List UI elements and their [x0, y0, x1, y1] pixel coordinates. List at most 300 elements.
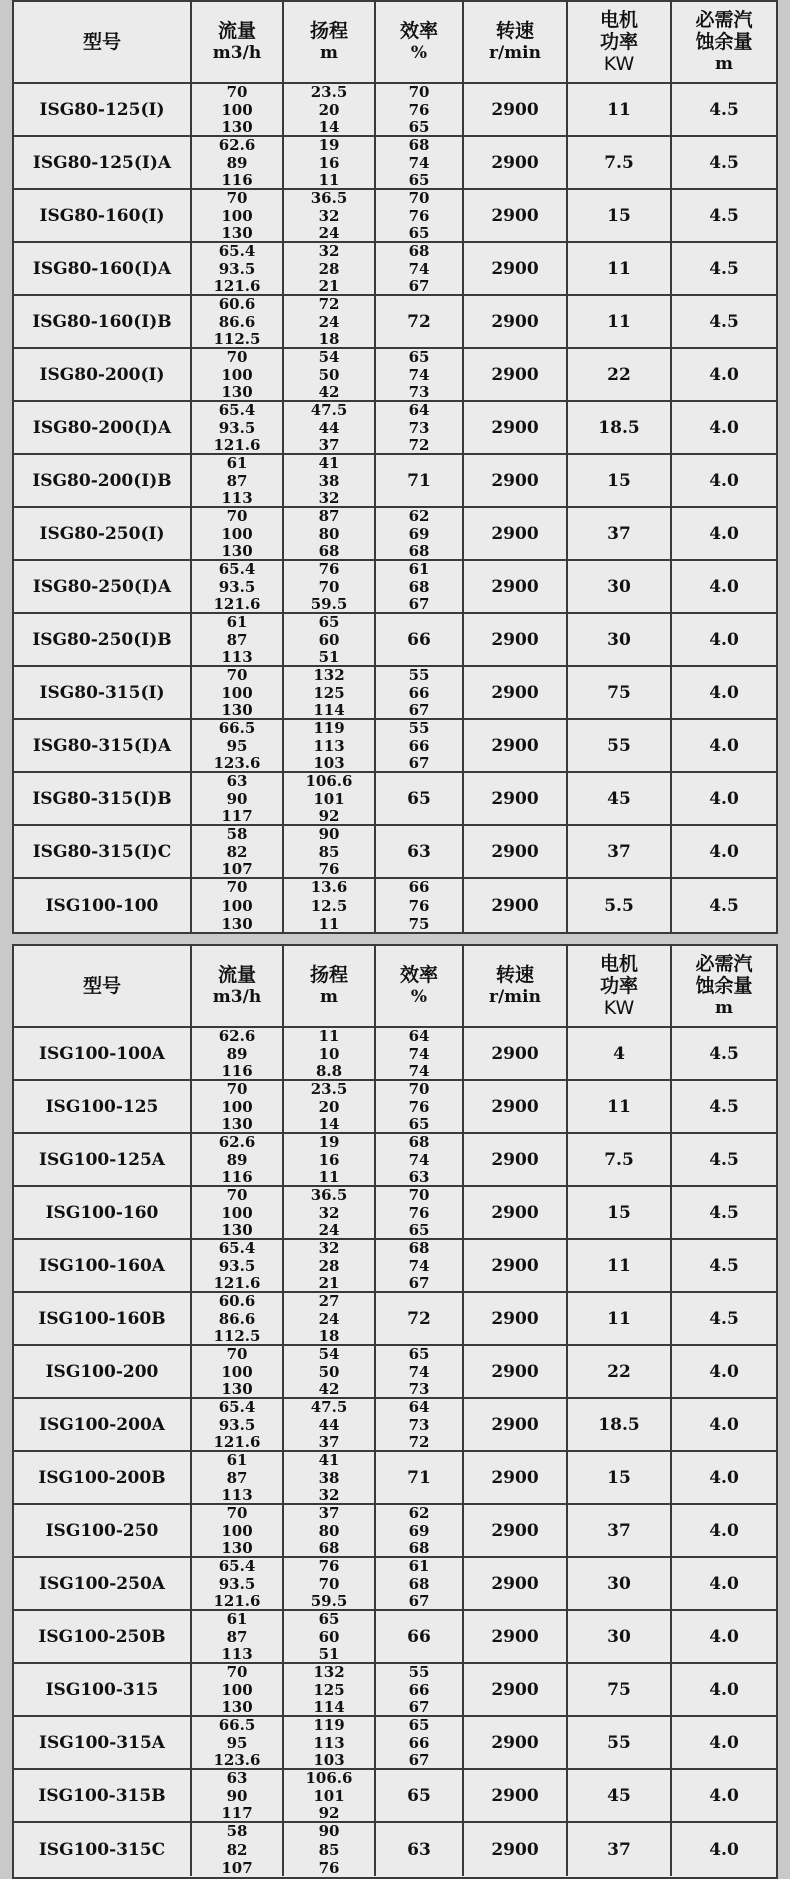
cell-flow [192, 1505, 284, 1556]
cell-efficiency-value: 76 [408, 206, 430, 225]
cell-flow-value: 116 [221, 171, 253, 188]
cell-flow [192, 1240, 284, 1291]
cell-efficiency-value: 73 [408, 383, 430, 400]
cell-npsh: 4.5 [709, 1255, 739, 1276]
header-eff-title: 效率 [399, 20, 438, 42]
cell-npsh: 4.0 [709, 1626, 739, 1647]
cell-power: 45 [568, 1770, 672, 1821]
cell-head-value: 47.5 [310, 1399, 348, 1416]
cell-efficiency-value: 68 [408, 1240, 430, 1257]
cell-head-value: 113 [313, 736, 345, 755]
table-row [14, 667, 776, 720]
cell-power: 30 [568, 1611, 672, 1662]
cell-npsh: 4.5 [709, 99, 739, 120]
cell-model: ISG80-315(I)C [14, 826, 192, 877]
cell-head-value: 21 [318, 1274, 340, 1291]
cell-head-value: 10 [318, 1044, 340, 1063]
cell-efficiency-value: 67 [408, 1274, 430, 1291]
cell-head [284, 720, 376, 771]
cell-power: 18.5 [568, 402, 672, 453]
cell-head-value: 28 [318, 1256, 340, 1275]
cell-head-value: 38 [318, 1468, 340, 1487]
cell-efficiency-value: 55 [408, 720, 430, 737]
cell-efficiency-value: 66 [408, 1680, 430, 1699]
cell-flow [192, 1134, 284, 1185]
cell-efficiency-value: 68 [408, 1574, 430, 1593]
cell-flow-value: 70 [226, 508, 248, 525]
cell-head [284, 508, 376, 559]
cell-flow-value: 82 [226, 1840, 248, 1859]
cell-head [284, 1187, 376, 1238]
cell-head-value: 68 [318, 542, 340, 559]
cell-flow-value: 130 [221, 1539, 253, 1556]
cell-efficiency [376, 1028, 464, 1079]
cell-model: ISG80-315(I) [14, 667, 192, 718]
cell-efficiency-value: 55 [408, 667, 430, 684]
cell-flow-value: 107 [221, 860, 253, 877]
cell-head-value: 72 [318, 296, 340, 313]
cell-npsh: 4.0 [709, 682, 739, 703]
table-row [14, 1028, 776, 1081]
cell-efficiency [376, 1823, 464, 1876]
cell-flow-value: 130 [221, 915, 253, 932]
cell-model: ISG100-200 [14, 1346, 192, 1397]
cell-efficiency-value: 65 [408, 171, 430, 188]
cell-flow-value: 112.5 [213, 330, 261, 347]
cell-head-value: 114 [313, 701, 345, 718]
cell-flow [192, 614, 284, 665]
cell-head [284, 1452, 376, 1503]
header-efficiency [376, 946, 464, 1026]
cell-efficiency-value: 67 [408, 277, 430, 294]
cell-speed: 2900 [464, 349, 568, 400]
cell-head [284, 1134, 376, 1185]
cell-flow-value: 61 [226, 614, 248, 631]
cell-npsh: 4.0 [709, 788, 739, 809]
cell-flow-value: 90 [226, 1786, 248, 1805]
cell-npsh: 4.5 [709, 1202, 739, 1223]
cell-flow [192, 1346, 284, 1397]
header-power [568, 946, 672, 1026]
cell-efficiency [376, 1558, 464, 1609]
cell-flow-value: 100 [221, 1097, 253, 1116]
cell-power: 11 [568, 1240, 672, 1291]
cell-npsh: 4.0 [709, 1573, 739, 1594]
cell-flow [192, 1028, 284, 1079]
cell-power: 55 [568, 720, 672, 771]
cell-head [284, 1823, 376, 1876]
cell-head [284, 614, 376, 665]
cell-head-value: 28 [318, 259, 340, 278]
cell-flow-value: 130 [221, 118, 253, 135]
cell-power: 11 [568, 1293, 672, 1344]
cell-head-value: 36.5 [310, 190, 348, 207]
cell-speed: 2900 [464, 1558, 568, 1609]
cell-power: 37 [568, 508, 672, 559]
table-row [14, 1134, 776, 1187]
header-eff-title: 效率 [399, 964, 438, 986]
cell-head-value: 113 [313, 1733, 345, 1752]
header-flow-title: 流量 [217, 964, 256, 986]
cell-flow-value: 62.6 [218, 1028, 256, 1045]
cell-speed: 2900 [464, 614, 568, 665]
cell-model: ISG100-315C [14, 1823, 192, 1876]
cell-efficiency-value: 74 [408, 1044, 430, 1063]
cell-efficiency [376, 1293, 464, 1344]
cell-efficiency-value: 68 [408, 577, 430, 596]
cell-power: 15 [568, 190, 672, 241]
cell-power: 15 [568, 1187, 672, 1238]
table-row [14, 1187, 776, 1240]
cell-head-value: 42 [318, 383, 340, 400]
cell-flow-value: 100 [221, 1362, 253, 1381]
cell-efficiency-value: 64 [408, 1399, 430, 1416]
cell-efficiency-value: 74 [408, 1362, 430, 1381]
cell-flow-value: 93.5 [218, 1415, 256, 1434]
cell-efficiency-value: 72 [407, 1308, 431, 1329]
cell-efficiency [376, 1717, 464, 1768]
cell-head-value: 51 [318, 1645, 340, 1662]
cell-head-value: 50 [318, 365, 340, 384]
cell-model: ISG80-200(I)A [14, 402, 192, 453]
cell-speed: 2900 [464, 561, 568, 612]
cell-efficiency-value: 63 [407, 1839, 431, 1860]
cell-flow-value: 113 [221, 1486, 253, 1503]
cell-efficiency-value: 65 [408, 1717, 430, 1734]
cell-speed: 2900 [464, 508, 568, 559]
cell-head-value: 32 [318, 1240, 340, 1257]
header-power-title-1: 电机 [599, 953, 638, 975]
table-header [14, 2, 776, 84]
header-head [284, 946, 376, 1026]
cell-flow-value: 93.5 [218, 418, 256, 437]
cell-flow-value: 100 [221, 1203, 253, 1222]
cell-model: ISG100-125A [14, 1134, 192, 1185]
cell-head-value: 36.5 [310, 1187, 348, 1204]
cell-flow-value: 113 [221, 1645, 253, 1662]
cell-npsh: 4.0 [709, 417, 739, 438]
cell-head-value: 132 [313, 1664, 345, 1681]
cell-efficiency [376, 84, 464, 135]
table-row [14, 1823, 776, 1876]
cell-efficiency [376, 243, 464, 294]
cell-power: 37 [568, 1505, 672, 1556]
cell-flow-value: 70 [226, 1187, 248, 1204]
cell-flow-value: 60.6 [218, 296, 256, 313]
cell-head-value: 16 [318, 153, 340, 172]
header-power-unit: KW [603, 997, 635, 1019]
cell-efficiency-value: 66 [408, 879, 430, 896]
cell-head-value: 76 [318, 1558, 340, 1575]
cell-efficiency-value: 74 [408, 153, 430, 172]
cell-flow [192, 879, 284, 932]
cell-flow-value: 61 [226, 455, 248, 472]
cell-flow-value: 61 [226, 1452, 248, 1469]
cell-head-value: 11 [318, 915, 340, 932]
cell-npsh: 4.5 [709, 895, 739, 916]
cell-head-value: 11 [318, 1168, 340, 1185]
header-power-title-2: 功率 [599, 31, 638, 53]
cell-flow-value: 70 [226, 1664, 248, 1681]
cell-head-value: 76 [318, 860, 340, 877]
cell-efficiency-value: 71 [407, 1467, 431, 1488]
cell-efficiency-value: 67 [408, 595, 430, 612]
table-body [14, 84, 776, 932]
cell-flow-value: 90 [226, 789, 248, 808]
cell-head-value: 37 [318, 436, 340, 453]
cell-head-value: 42 [318, 1380, 340, 1397]
cell-efficiency [376, 1505, 464, 1556]
cell-efficiency [376, 879, 464, 932]
cell-head [284, 455, 376, 506]
cell-efficiency-value: 74 [408, 1256, 430, 1275]
cell-power: 18.5 [568, 1399, 672, 1450]
header-power-unit: KW [603, 53, 635, 75]
cell-head [284, 84, 376, 135]
cell-npsh: 4.0 [709, 1732, 739, 1753]
cell-model: ISG80-315(I)A [14, 720, 192, 771]
cell-speed: 2900 [464, 667, 568, 718]
cell-flow-value: 65.4 [218, 1558, 256, 1575]
cell-flow-value: 86.6 [218, 1309, 256, 1328]
cell-head-value: 24 [318, 1309, 340, 1328]
cell-head [284, 1081, 376, 1132]
cell-power: 30 [568, 1558, 672, 1609]
cell-flow [192, 508, 284, 559]
cell-head-value: 106.6 [305, 1770, 353, 1787]
cell-power: 4 [568, 1028, 672, 1079]
cell-head-value: 106.6 [305, 773, 353, 790]
table-row [14, 1611, 776, 1664]
cell-flow-value: 62.6 [218, 1134, 256, 1151]
table-row [14, 1717, 776, 1770]
cell-npsh: 4.5 [709, 1043, 739, 1064]
cell-power: 11 [568, 296, 672, 347]
cell-power: 15 [568, 1452, 672, 1503]
header-efficiency [376, 2, 464, 82]
cell-head-value: 60 [318, 630, 340, 649]
cell-head-value: 27 [318, 1293, 340, 1310]
cell-efficiency-value: 70 [408, 1187, 430, 1204]
cell-head [284, 349, 376, 400]
table-row [14, 720, 776, 773]
cell-head [284, 1240, 376, 1291]
table-row [14, 826, 776, 879]
header-npsh [672, 2, 776, 82]
cell-model: ISG80-250(I)B [14, 614, 192, 665]
cell-flow [192, 1611, 284, 1662]
cell-head-value: 18 [318, 1327, 340, 1344]
cell-efficiency-value: 61 [408, 561, 430, 578]
cell-head-value: 103 [313, 1751, 345, 1768]
cell-efficiency-value: 65 [408, 224, 430, 241]
cell-head [284, 243, 376, 294]
cell-flow-value: 93.5 [218, 577, 256, 596]
cell-model: ISG100-250B [14, 1611, 192, 1662]
cell-head-value: 132 [313, 667, 345, 684]
cell-efficiency [376, 137, 464, 188]
header-npsh [672, 946, 776, 1026]
cell-power: 11 [568, 1081, 672, 1132]
cell-efficiency [376, 614, 464, 665]
cell-head-value: 59.5 [310, 1592, 348, 1609]
header-flow [192, 2, 284, 82]
cell-power: 11 [568, 243, 672, 294]
cell-model: ISG100-125 [14, 1081, 192, 1132]
cell-head-value: 85 [318, 842, 340, 861]
cell-npsh: 4.0 [709, 841, 739, 862]
table-row [14, 349, 776, 402]
cell-speed: 2900 [464, 1240, 568, 1291]
cell-npsh: 4.0 [709, 364, 739, 385]
header-speed [464, 2, 568, 82]
cell-efficiency-value: 73 [408, 418, 430, 437]
cell-flow-value: 123.6 [213, 754, 261, 771]
cell-flow-value: 70 [226, 190, 248, 207]
header-head-title: 扬程 [309, 20, 348, 42]
cell-speed: 2900 [464, 1823, 568, 1876]
cell-head-value: 24 [318, 312, 340, 331]
cell-head [284, 773, 376, 824]
cell-npsh: 4.0 [709, 1839, 739, 1860]
cell-power: 37 [568, 826, 672, 877]
cell-flow [192, 1452, 284, 1503]
cell-speed: 2900 [464, 296, 568, 347]
cell-flow [192, 1558, 284, 1609]
cell-efficiency-value: 65 [407, 1785, 431, 1806]
cell-npsh: 4.0 [709, 735, 739, 756]
cell-head-value: 14 [318, 1115, 340, 1132]
cell-flow [192, 1187, 284, 1238]
cell-model: ISG80-160(I)B [14, 296, 192, 347]
cell-efficiency [376, 773, 464, 824]
header-head-unit: m [320, 987, 338, 1007]
cell-model: ISG100-250A [14, 1558, 192, 1609]
cell-model: ISG100-160A [14, 1240, 192, 1291]
cell-head-value: 13.6 [310, 879, 348, 896]
cell-head-value: 90 [318, 1823, 340, 1840]
cell-flow-value: 87 [226, 1627, 248, 1646]
cell-head-value: 85 [318, 1840, 340, 1859]
cell-efficiency-value: 75 [408, 915, 430, 932]
header-speed-unit: r/min [489, 987, 541, 1007]
cell-efficiency [376, 1346, 464, 1397]
cell-model: ISG100-315B [14, 1770, 192, 1821]
cell-efficiency [376, 1399, 464, 1450]
cell-flow-value: 113 [221, 648, 253, 665]
cell-head-value: 114 [313, 1698, 345, 1715]
cell-flow-value: 107 [221, 1859, 253, 1876]
cell-npsh: 4.5 [709, 205, 739, 226]
cell-power: 15 [568, 455, 672, 506]
cell-efficiency-value: 61 [408, 1558, 430, 1575]
cell-flow-value: 100 [221, 1680, 253, 1699]
header-head-unit: m [320, 43, 338, 63]
cell-head-value: 70 [318, 577, 340, 596]
cell-efficiency-value: 65 [408, 1221, 430, 1238]
table-row [14, 296, 776, 349]
cell-flow-value: 130 [221, 1380, 253, 1397]
cell-head-value: 32 [318, 1486, 340, 1503]
cell-head [284, 137, 376, 188]
cell-efficiency-value: 73 [408, 1380, 430, 1397]
cell-flow-value: 63 [226, 1770, 248, 1787]
cell-efficiency [376, 1134, 464, 1185]
table-row [14, 190, 776, 243]
cell-head-value: 21 [318, 277, 340, 294]
cell-flow-value: 100 [221, 206, 253, 225]
cell-flow-value: 100 [221, 365, 253, 384]
cell-efficiency-value: 76 [408, 1203, 430, 1222]
table-row [14, 561, 776, 614]
cell-efficiency-value: 67 [408, 701, 430, 718]
cell-model: ISG100-100A [14, 1028, 192, 1079]
cell-flow-value: 70 [226, 84, 248, 101]
cell-flow [192, 137, 284, 188]
cell-model: ISG100-160B [14, 1293, 192, 1344]
cell-head-value: 70 [318, 1574, 340, 1593]
cell-head-value: 11 [318, 171, 340, 188]
cell-model: ISG80-160(I) [14, 190, 192, 241]
cell-efficiency [376, 1240, 464, 1291]
cell-flow [192, 349, 284, 400]
cell-flow-value: 70 [226, 1346, 248, 1363]
cell-npsh: 4.5 [709, 1149, 739, 1170]
cell-efficiency [376, 190, 464, 241]
cell-head-value: 50 [318, 1362, 340, 1381]
cell-power: 22 [568, 1346, 672, 1397]
cell-head [284, 402, 376, 453]
cell-speed: 2900 [464, 1134, 568, 1185]
header-power-title-2: 功率 [599, 975, 638, 997]
cell-efficiency-value: 74 [408, 259, 430, 278]
cell-power: 7.5 [568, 1134, 672, 1185]
cell-efficiency-value: 71 [407, 470, 431, 491]
cell-head [284, 190, 376, 241]
cell-flow-value: 65.4 [218, 1240, 256, 1257]
cell-flow-value: 130 [221, 224, 253, 241]
header-npsh-title-2: 蚀余量 [695, 975, 753, 997]
cell-head-value: 32 [318, 1203, 340, 1222]
cell-flow [192, 1399, 284, 1450]
cell-efficiency-value: 55 [408, 1664, 430, 1681]
cell-npsh: 4.5 [709, 1096, 739, 1117]
cell-efficiency-value: 76 [408, 1097, 430, 1116]
cell-head-value: 51 [318, 648, 340, 665]
cell-head [284, 1346, 376, 1397]
cell-efficiency-value: 63 [408, 1168, 430, 1185]
cell-head-value: 119 [313, 1717, 345, 1734]
table-row [14, 1452, 776, 1505]
cell-efficiency-value: 67 [408, 754, 430, 771]
cell-flow-value: 70 [226, 1505, 248, 1522]
cell-head-value: 11 [318, 1028, 340, 1045]
cell-efficiency-value: 66 [407, 629, 431, 650]
cell-head-value: 119 [313, 720, 345, 737]
cell-efficiency-value: 69 [408, 524, 430, 543]
cell-flow-value: 87 [226, 471, 248, 490]
cell-speed: 2900 [464, 243, 568, 294]
cell-speed: 2900 [464, 1187, 568, 1238]
cell-efficiency [376, 455, 464, 506]
cell-efficiency-value: 64 [408, 1028, 430, 1045]
cell-head [284, 1611, 376, 1662]
header-speed-title: 转速 [495, 964, 534, 986]
cell-flow-value: 121.6 [213, 277, 261, 294]
cell-flow-value: 117 [221, 807, 253, 824]
cell-head [284, 296, 376, 347]
cell-efficiency [376, 667, 464, 718]
